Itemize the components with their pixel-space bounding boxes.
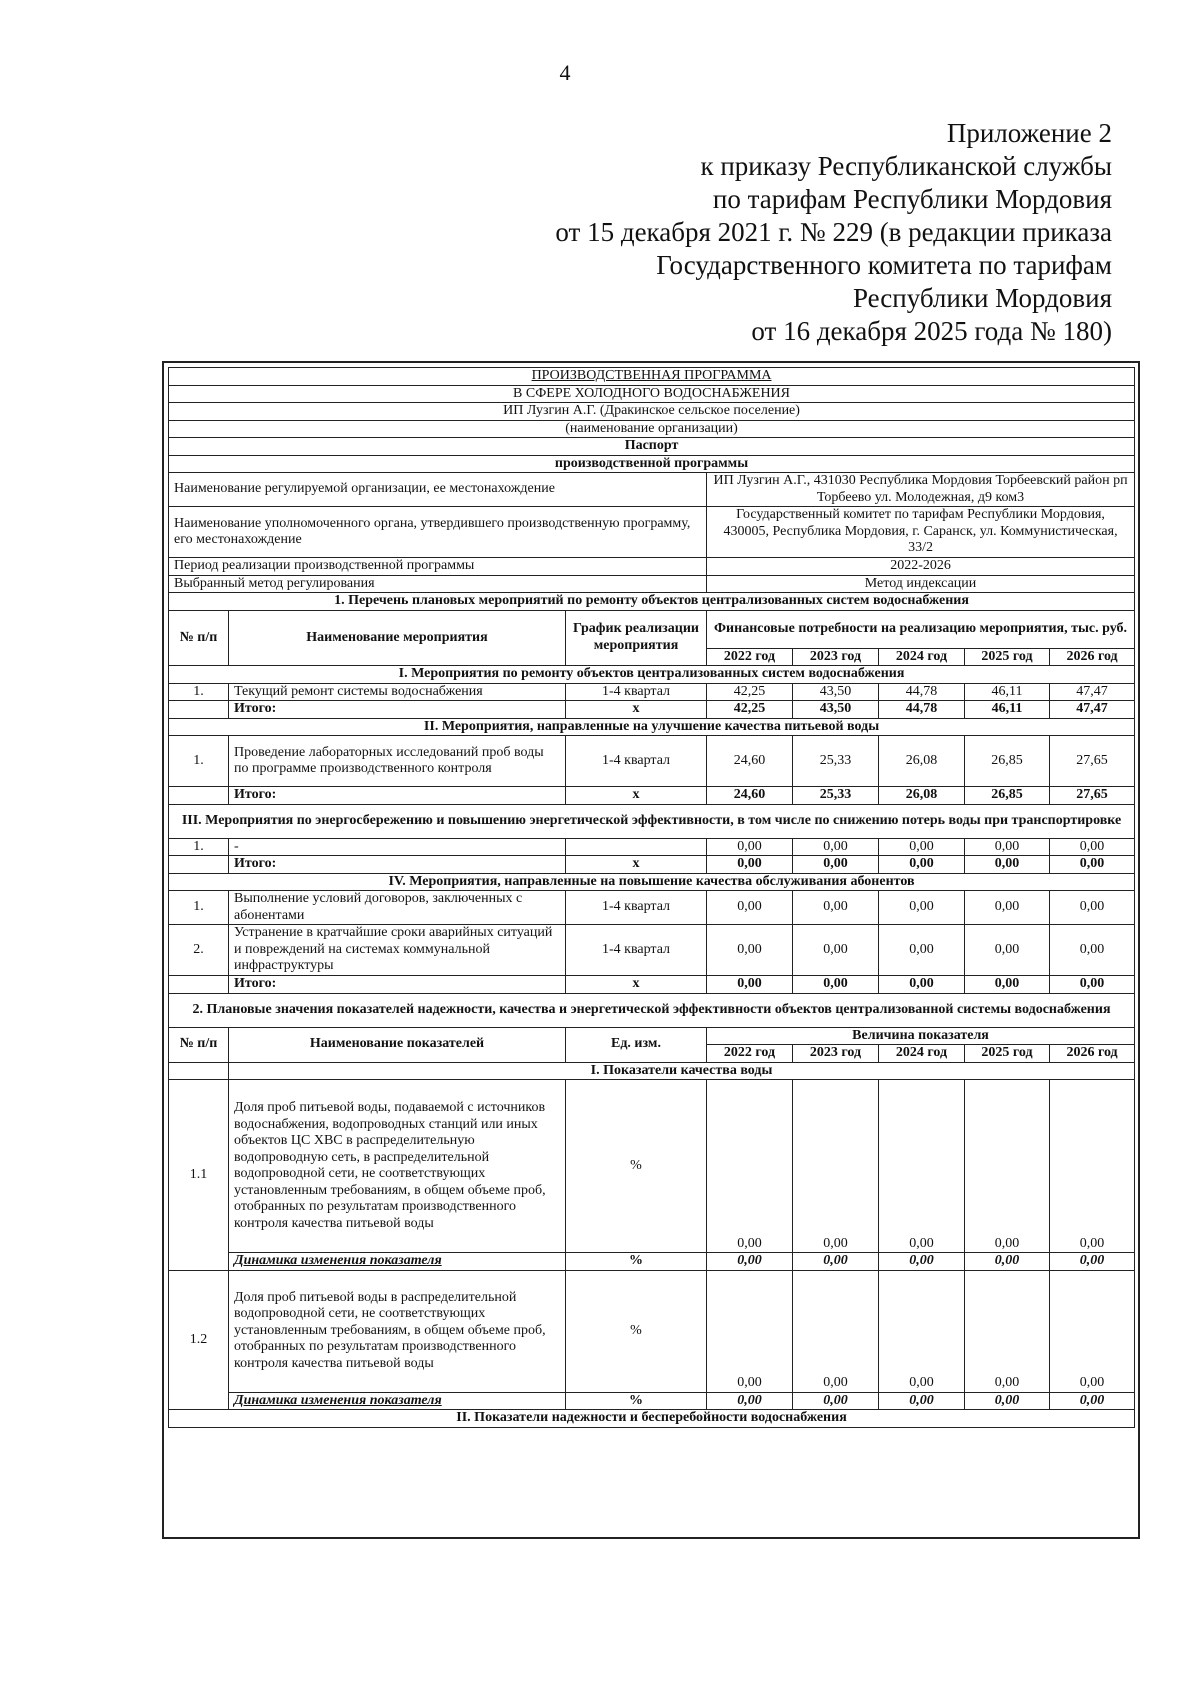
header-line: от 16 декабря 2025 года № 180): [751, 316, 1112, 346]
finance-value: 0,00: [965, 891, 1050, 925]
table-row: [169, 666, 1135, 684]
total-schedule: x: [566, 787, 707, 805]
table-row: [169, 787, 1135, 805]
measure-name: Текущий ремонт системы водоснабжения: [229, 683, 566, 701]
indicator-name: Доля проб питьевой воды в распределительной водопроводной сети, не соответствующих установленным требованиям, в общем объеме проб, отобранных по результатам производственного контроля качества питьевой воды: [229, 1270, 566, 1392]
finance-value: 0,00: [1050, 838, 1135, 856]
table-row: [169, 925, 1135, 976]
total-value: 0,00: [965, 856, 1050, 874]
section1-title: 1. Перечень плановых мероприятий по ремонту объектов централизованных систем водоснабжения: [169, 593, 1135, 611]
header-line: Приложение 2: [946, 118, 1112, 148]
table-row: [169, 1080, 1135, 1253]
total-value: 0,00: [707, 856, 793, 874]
header-line: к приказу Республиканской службы: [700, 151, 1112, 181]
year-header: 2025 год: [965, 648, 1050, 666]
table-row: [169, 873, 1135, 891]
table-row: [169, 701, 1135, 719]
table-row: [169, 1027, 1135, 1045]
year-header: 2024 год: [879, 648, 965, 666]
total-value: 0,00: [1050, 976, 1135, 994]
table-row: [169, 736, 1135, 787]
indicator-group-title: II. Показатели надежности и бесперебойности водоснабжения: [169, 1410, 1135, 1428]
appendix-header: [555, 117, 1112, 348]
authority-value: Государственный комитет по тарифам Республики Мордовия, 430005, Республика Мордовия, г. Саранск, ул. Коммунистическая, 33/2: [707, 507, 1135, 558]
col-name-header: Наименование мероприятия: [229, 610, 566, 666]
dynamics-value: 0,00: [965, 1253, 1050, 1271]
total-value: 24,60: [707, 787, 793, 805]
indicator-unit: %: [566, 1270, 707, 1392]
header-line: Республики Мордовия: [852, 283, 1112, 313]
col-num-header: № п/п: [169, 610, 229, 666]
total-schedule: x: [566, 856, 707, 874]
measure-name: -: [229, 838, 566, 856]
period-label: Период реализации производственной программы: [169, 558, 707, 576]
indicator-unit: %: [566, 1080, 707, 1253]
total-schedule: x: [566, 976, 707, 994]
year-header: 2023 год: [793, 648, 879, 666]
total-label: Итого:: [229, 701, 566, 719]
finance-value: 43,50: [793, 683, 879, 701]
finance-value: 26,85: [965, 736, 1050, 787]
indicator-value: 0,00: [793, 1080, 879, 1253]
section2-title: 2. Плановые значения показателей надежности, качества и энергетической эффективности объектов централизованной системы водоснабжения: [169, 993, 1135, 1027]
table-row: [169, 804, 1135, 838]
total-value: 0,00: [965, 976, 1050, 994]
finance-value: 0,00: [1050, 925, 1135, 976]
measure-schedule: 1-4 квартал: [566, 925, 707, 976]
finance-value: 0,00: [793, 891, 879, 925]
indicator-value: 0,00: [965, 1080, 1050, 1253]
program-subtitle: В СФЕРЕ ХОЛОДНОГО ВОДОСНАБЖЕНИЯ: [169, 385, 1135, 403]
finance-value: 0,00: [793, 838, 879, 856]
indicator-number: 1.2: [169, 1270, 229, 1410]
finance-value: 0,00: [965, 838, 1050, 856]
row-number: 1.: [169, 683, 229, 701]
col-finance-header: Финансовые потребности на реализацию мероприятия, тыс. руб.: [707, 610, 1135, 648]
indicator-value: 0,00: [793, 1270, 879, 1392]
dynamics-value: 0,00: [707, 1253, 793, 1271]
finance-value: 0,00: [793, 925, 879, 976]
authority-label: Наименование уполномоченного органа, утвердившего производственную программу, его местонахождение: [169, 507, 707, 558]
method-value: Метод индексации: [707, 575, 1135, 593]
program-title: ПРОИЗВОДСТВЕННАЯ ПРОГРАММА: [169, 368, 1135, 386]
indicator-value: 0,00: [707, 1080, 793, 1253]
indicator-value: 0,00: [707, 1270, 793, 1392]
indicator-name: Доля проб питьевой воды, подаваемой с источников водоснабжения, водопроводных станций или иных объектов ЦС ХВС в распределительную водопроводную сеть, в распределительной водопроводной сети, не соответствующих установленным требованиям, в общем объеме проб, отобранных по результатам производственного контроля качества питьевой воды: [229, 1080, 566, 1253]
total-value: 46,11: [965, 701, 1050, 719]
organization-caption: (наименование организации): [169, 420, 1135, 438]
dynamics-label: Динамика изменения показателя: [229, 1253, 566, 1271]
table-cell: [169, 976, 229, 994]
indicator-value: 0,00: [1050, 1080, 1135, 1253]
table-row: [169, 891, 1135, 925]
header-line: по тарифам Республики Мордовия: [712, 184, 1112, 214]
measure-schedule: 1-4 квартал: [566, 736, 707, 787]
table-row: [169, 610, 1135, 648]
total-value: 0,00: [707, 976, 793, 994]
finance-value: 42,25: [707, 683, 793, 701]
col-value-header: Величина показателя: [707, 1027, 1135, 1045]
year-header: 2023 год: [793, 1045, 879, 1063]
total-label: Итого:: [229, 976, 566, 994]
total-value: 42,25: [707, 701, 793, 719]
table-row: [169, 558, 1135, 576]
total-value: 0,00: [879, 976, 965, 994]
table-row: [169, 385, 1135, 403]
program-table: [168, 367, 1135, 1428]
dynamics-value: 0,00: [1050, 1253, 1135, 1271]
table-row: [169, 1270, 1135, 1392]
col-name-header: Наименование показателей: [229, 1027, 566, 1062]
dynamics-unit: %: [566, 1392, 707, 1410]
total-value: 27,65: [1050, 787, 1135, 805]
finance-value: 24,60: [707, 736, 793, 787]
measure-schedule: 1-4 квартал: [566, 683, 707, 701]
group-title: I. Мероприятия по ремонту объектов централизованных систем водоснабжения: [169, 666, 1135, 684]
year-header: 2026 год: [1050, 648, 1135, 666]
row-number: 2.: [169, 925, 229, 976]
indicator-number: 1.1: [169, 1080, 229, 1271]
finance-value: 0,00: [1050, 891, 1135, 925]
dynamics-value: 0,00: [879, 1253, 965, 1271]
dynamics-value: 0,00: [793, 1392, 879, 1410]
table-row: [169, 507, 1135, 558]
finance-value: 0,00: [879, 838, 965, 856]
total-value: 44,78: [879, 701, 965, 719]
dynamics-unit: %: [566, 1253, 707, 1271]
dynamics-value: 0,00: [879, 1392, 965, 1410]
table-cell: [169, 701, 229, 719]
indicator-value: 0,00: [879, 1080, 965, 1253]
measure-name: Проведение лабораторных исследований проб воды по программе производственного контроля: [229, 736, 566, 787]
measure-name: Устранение в кратчайшие сроки аварийных ситуаций и повреждений на системах коммунальной инфраструктуры: [229, 925, 566, 976]
total-value: 26,08: [879, 787, 965, 805]
finance-value: 0,00: [879, 925, 965, 976]
table-row: [169, 976, 1135, 994]
total-value: 47,47: [1050, 701, 1135, 719]
year-header: 2025 год: [965, 1045, 1050, 1063]
table-row: [169, 718, 1135, 736]
finance-value: 44,78: [879, 683, 965, 701]
finance-value: 25,33: [793, 736, 879, 787]
finance-value: 0,00: [707, 891, 793, 925]
finance-value: 0,00: [707, 838, 793, 856]
year-header: 2022 год: [707, 648, 793, 666]
period-value: 2022-2026: [707, 558, 1135, 576]
measure-name: Выполнение условий договоров, заключенных с абонентами: [229, 891, 566, 925]
total-schedule: x: [566, 701, 707, 719]
table-row: [169, 368, 1135, 386]
finance-value: 47,47: [1050, 683, 1135, 701]
finance-value: 46,11: [965, 683, 1050, 701]
dynamics-label: Динамика изменения показателя: [229, 1392, 566, 1410]
dynamics-value: 0,00: [707, 1392, 793, 1410]
table-row: [169, 438, 1135, 456]
finance-value: 0,00: [879, 891, 965, 925]
table-row: [169, 455, 1135, 473]
table-cell: [169, 1062, 229, 1080]
indicator-group-title: I. Показатели качества воды: [229, 1062, 1135, 1080]
header-line: Государственного комитета по тарифам: [656, 250, 1112, 280]
table-row: [169, 575, 1135, 593]
total-value: 0,00: [793, 856, 879, 874]
passport-subtitle: производственной программы: [169, 455, 1135, 473]
table-row: [169, 1392, 1135, 1410]
total-value: 26,85: [965, 787, 1050, 805]
col-unit-header: Ед. изм.: [566, 1027, 707, 1062]
table-row: [169, 1062, 1135, 1080]
table-row: [169, 593, 1135, 611]
total-value: 0,00: [1050, 856, 1135, 874]
organization-name: ИП Лузгин А.Г. (Дракинское сельское поселение): [169, 403, 1135, 421]
total-value: 43,50: [793, 701, 879, 719]
group-title: II. Мероприятия, направленные на улучшение качества питьевой воды: [169, 718, 1135, 736]
finance-value: 0,00: [965, 925, 1050, 976]
page-number: 4: [559, 60, 571, 85]
total-label: Итого:: [229, 787, 566, 805]
table-row: [169, 838, 1135, 856]
dynamics-value: 0,00: [1050, 1392, 1135, 1410]
total-value: 0,00: [879, 856, 965, 874]
org-value: ИП Лузгин А.Г., 431030 Республика Мордовия Торбеевский район рп Торбеево ул. Молодежная, д9 ком3: [707, 473, 1135, 507]
measure-schedule: 1-4 квартал: [566, 891, 707, 925]
org-label: Наименование регулируемой организации, ее местонахождение: [169, 473, 707, 507]
table-row: [169, 403, 1135, 421]
row-number: 1.: [169, 891, 229, 925]
finance-value: 27,65: [1050, 736, 1135, 787]
year-header: 2026 год: [1050, 1045, 1135, 1063]
row-number: 1.: [169, 736, 229, 787]
table-row: [169, 1253, 1135, 1271]
finance-value: 26,08: [879, 736, 965, 787]
total-value: 25,33: [793, 787, 879, 805]
indicator-value: 0,00: [1050, 1270, 1135, 1392]
table-row: [169, 473, 1135, 507]
dynamics-value: 0,00: [965, 1392, 1050, 1410]
group-title: III. Мероприятия по энергосбережению и повышению энергетической эффективности, в том числе по снижению потерь воды при транспортировке: [169, 804, 1135, 838]
passport-title: Паспорт: [169, 438, 1135, 456]
indicator-value: 0,00: [879, 1270, 965, 1392]
method-label: Выбранный метод регулирования: [169, 575, 707, 593]
total-label: Итого:: [229, 856, 566, 874]
header-line: от 15 декабря 2021 г. № 229 (в редакции приказа: [555, 217, 1112, 247]
table-cell: [169, 856, 229, 874]
table-row: [169, 856, 1135, 874]
table-row: [169, 993, 1135, 1027]
table-cell: [169, 787, 229, 805]
table-row: [169, 1410, 1135, 1428]
table-row: [169, 420, 1135, 438]
year-header: 2022 год: [707, 1045, 793, 1063]
year-header: 2024 год: [879, 1045, 965, 1063]
col-schedule-header: График реализации мероприятия: [566, 610, 707, 666]
measure-schedule: [566, 838, 707, 856]
total-value: 0,00: [793, 976, 879, 994]
group-title: IV. Мероприятия, направленные на повышение качества обслуживания абонентов: [169, 873, 1135, 891]
row-number: 1.: [169, 838, 229, 856]
table-row: [169, 683, 1135, 701]
col-num-header: № п/п: [169, 1027, 229, 1062]
finance-value: 0,00: [707, 925, 793, 976]
indicator-value: 0,00: [965, 1270, 1050, 1392]
dynamics-value: 0,00: [793, 1253, 879, 1271]
